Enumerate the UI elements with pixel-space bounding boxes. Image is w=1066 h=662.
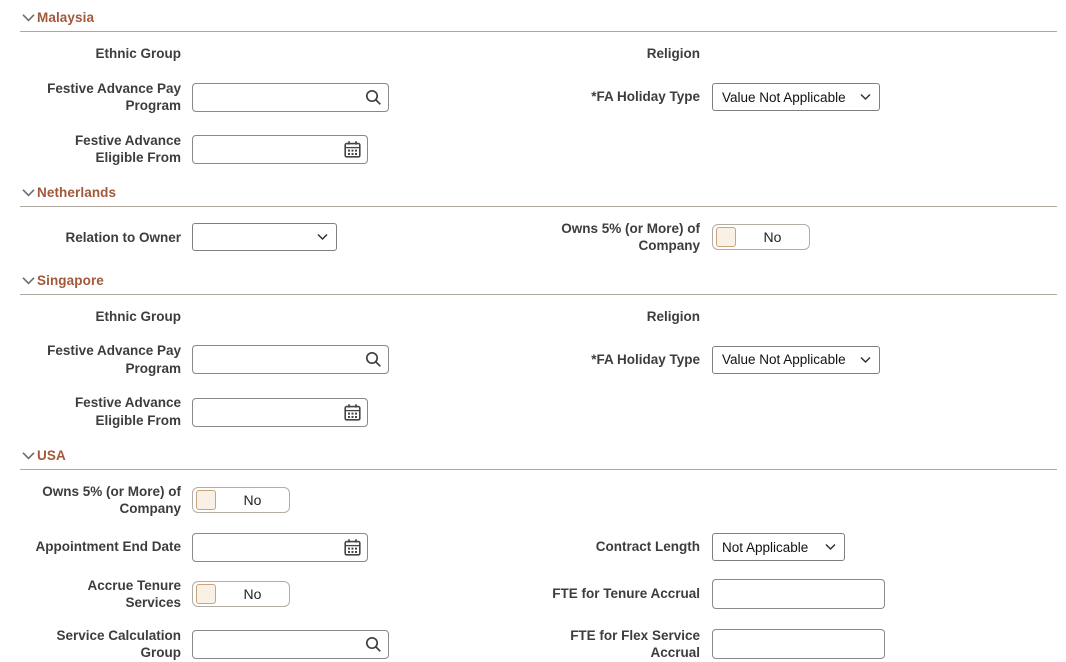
row-service-fteflex <box>29 627 1066 662</box>
row-festive-eligible <box>29 394 1066 429</box>
row-relation-owner <box>29 220 1066 255</box>
chevron-down-icon[interactable] <box>22 276 35 285</box>
chevron-down-icon <box>317 234 328 241</box>
religion-label: Religion <box>646 46 700 61</box>
toggle-state-label: No <box>243 492 262 509</box>
appointment-end-input[interactable] <box>193 534 337 561</box>
section-title: Netherlands <box>37 184 117 200</box>
owns5-toggle[interactable] <box>192 487 290 513</box>
fa-holiday-select[interactable] <box>712 346 880 374</box>
fte-tenure-field <box>712 579 885 609</box>
toggle-knob <box>716 227 736 247</box>
calendar-icon[interactable] <box>337 136 367 163</box>
section-title: Singapore <box>37 272 104 288</box>
festive-pay-input[interactable] <box>193 84 358 111</box>
appointment-end-date <box>192 533 368 562</box>
accrue-tenure-label: Accrue Tenure Services <box>87 577 181 611</box>
search-icon[interactable] <box>358 84 388 111</box>
owns5-label: Owns 5% (or More) of Company <box>561 220 700 254</box>
owns5-toggle[interactable] <box>712 224 810 250</box>
relation-owner-label: Relation to Owner <box>65 229 181 245</box>
fte-flex-input[interactable] <box>713 630 884 658</box>
fa-holiday-value: Value Not Applicable <box>722 89 846 105</box>
section-malaysia <box>0 10 1066 167</box>
row-festive-pay <box>29 80 1066 115</box>
toggle-state-label: No <box>243 586 262 603</box>
chevron-down-icon[interactable] <box>22 13 35 22</box>
toggle-knob <box>196 584 216 604</box>
search-icon[interactable] <box>358 631 388 658</box>
row-ethnic-religion <box>29 45 1066 63</box>
chevron-down-icon <box>860 356 871 363</box>
fte-tenure-label: FTE for Tenure Accrual <box>552 586 700 602</box>
ethnic-group-label: Ethnic Group <box>95 46 181 61</box>
owns5-label: Owns 5% (or More) of Company <box>42 483 181 517</box>
festive-eligible-label: Festive Advance Eligible From <box>74 395 181 429</box>
contract-length-select[interactable] <box>712 533 845 561</box>
festive-eligible-date <box>192 135 368 164</box>
contract-length-value: Not Applicable <box>722 539 809 555</box>
religion-label: Religion <box>646 308 700 324</box>
fte-tenure-input[interactable] <box>713 580 884 608</box>
row-festive-eligible <box>29 132 1066 167</box>
festive-pay-label: Festive Advance Pay Program <box>47 343 181 376</box>
fte-flex-field <box>712 629 885 659</box>
fa-holiday-select[interactable] <box>712 83 880 111</box>
service-calc-label: Service Calculation Group <box>56 627 181 661</box>
fte-flex-label: FTE for Flex Service Accrual <box>570 627 700 661</box>
section-header-usa[interactable] <box>20 448 1057 470</box>
relation-owner-select[interactable] <box>192 223 337 251</box>
contract-length-label: Contract Length <box>595 539 700 555</box>
festive-eligible-date <box>192 398 368 427</box>
calendar-icon[interactable] <box>337 534 367 561</box>
festive-pay-label: Festive Advance Pay Program <box>47 80 181 114</box>
section-header-singapore[interactable] <box>20 273 1057 295</box>
service-calc-input[interactable] <box>193 631 358 658</box>
calendar-icon[interactable] <box>337 399 367 426</box>
row-accrue-fte <box>29 577 1066 612</box>
section-title: Malaysia <box>37 10 95 25</box>
chevron-down-icon <box>860 94 871 101</box>
section-singapore <box>0 273 1066 430</box>
search-icon[interactable] <box>358 346 388 373</box>
ethnic-group-label: Ethnic Group <box>95 308 181 324</box>
row-festive-pay <box>29 342 1066 377</box>
chevron-down-icon <box>825 544 836 551</box>
festive-eligible-input[interactable] <box>193 399 337 426</box>
festive-eligible-input[interactable] <box>193 136 337 163</box>
festive-pay-lookup <box>192 345 389 374</box>
row-appointment-contract <box>29 533 1066 562</box>
accrue-tenure-toggle[interactable] <box>192 581 290 607</box>
row-owns5 <box>29 483 1066 518</box>
fa-holiday-label: *FA Holiday Type <box>591 89 700 105</box>
festive-eligible-label: Festive Advance Eligible From <box>74 132 181 166</box>
toggle-state-label: No <box>763 229 782 246</box>
fa-holiday-value: Value Not Applicable <box>722 352 846 368</box>
service-calc-lookup <box>192 630 389 659</box>
festive-pay-lookup <box>192 83 389 112</box>
festive-pay-input[interactable] <box>193 346 358 373</box>
chevron-down-icon[interactable] <box>22 451 35 460</box>
chevron-down-icon[interactable] <box>22 188 35 197</box>
fa-holiday-label: *FA Holiday Type <box>591 352 700 368</box>
appointment-end-label: Appointment End Date <box>35 539 181 555</box>
section-title: USA <box>37 447 66 463</box>
row-ethnic-religion <box>29 308 1066 326</box>
section-header-malaysia[interactable] <box>20 10 1057 32</box>
toggle-knob <box>196 490 216 510</box>
section-netherlands <box>0 185 1066 255</box>
section-header-netherlands[interactable] <box>20 185 1057 207</box>
